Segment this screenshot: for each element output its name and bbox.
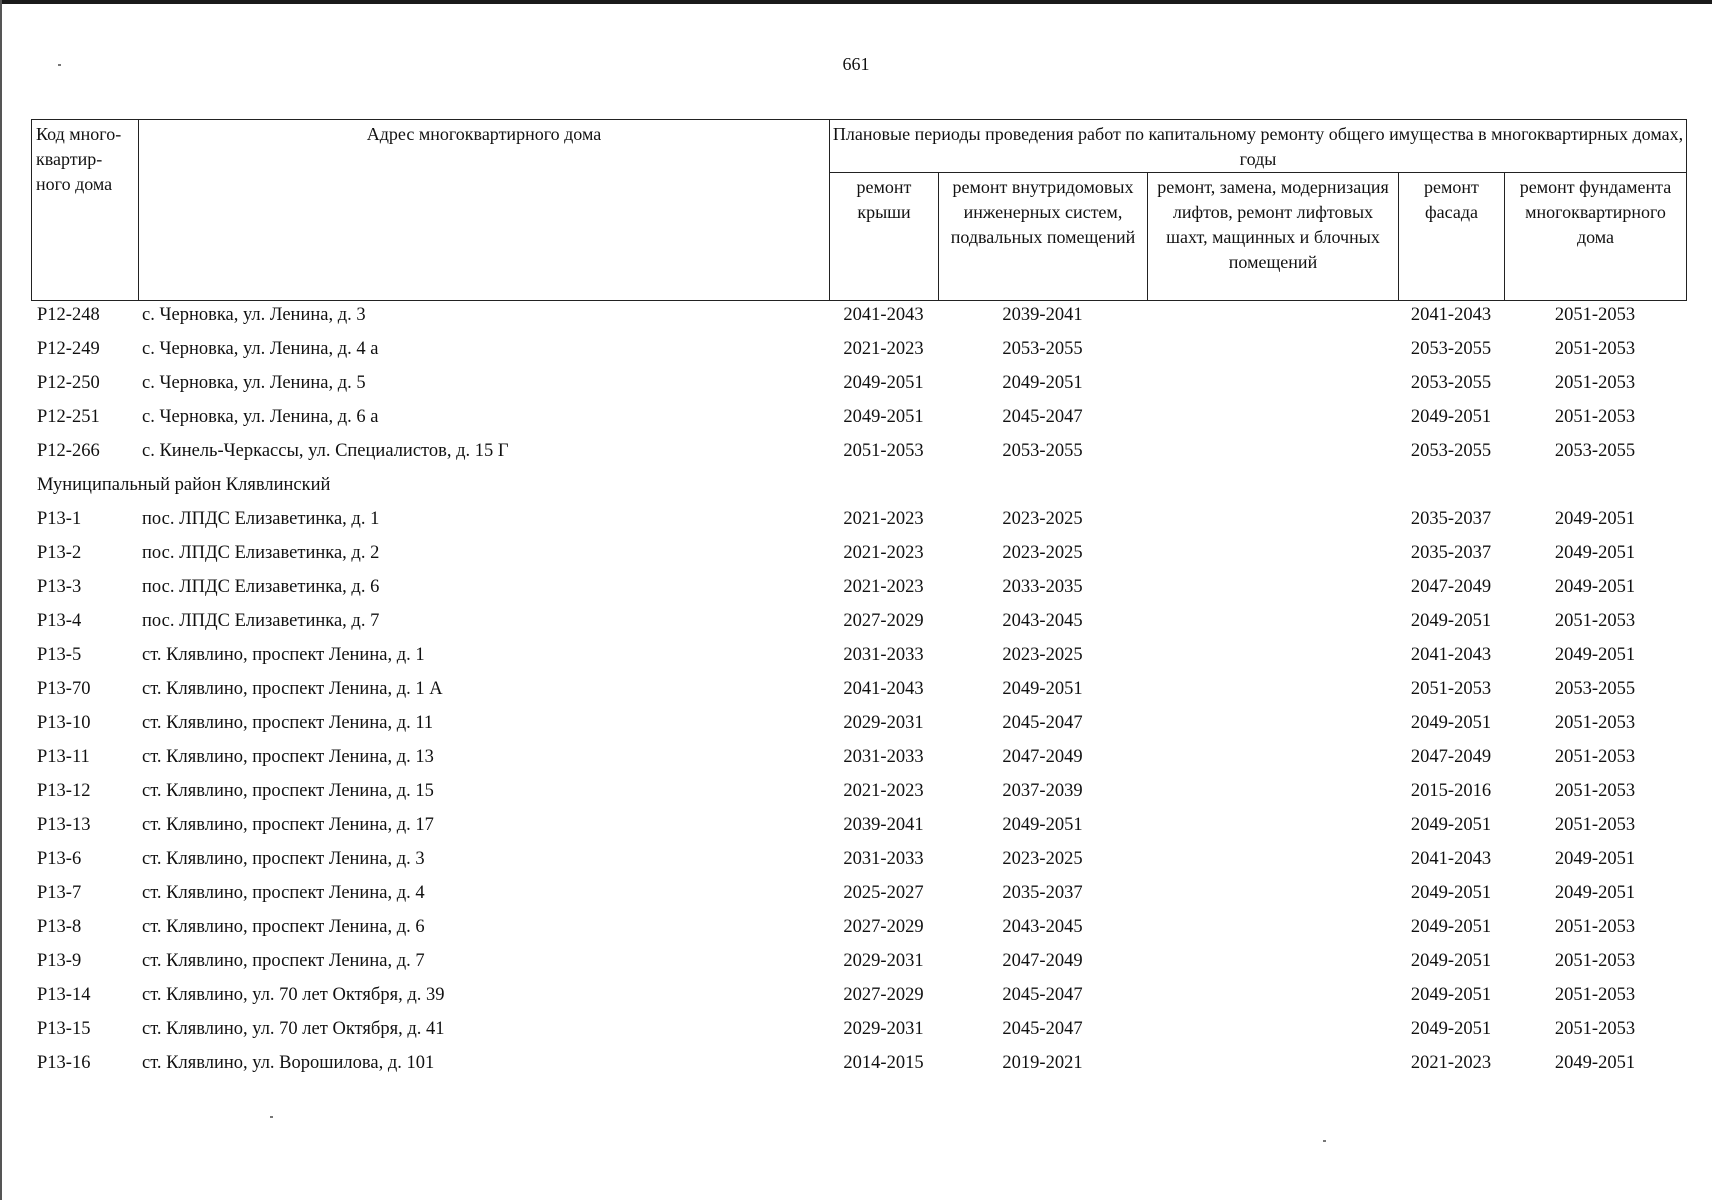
cell-foundation: 2051-2053 (1554, 951, 1636, 971)
cell-roof: 2027-2029 (843, 917, 924, 937)
cell-address: с. Черновка, ул. Ленина, д. 3 (142, 305, 366, 325)
table-row (31, 774, 1686, 808)
cell-roof: 2049-2051 (843, 407, 924, 427)
cell-roof: 2041-2043 (843, 305, 924, 325)
cell-address: ст. Клявлино, проспект Ленина, д. 3 (142, 849, 425, 869)
cell-roof: 2021-2023 (843, 781, 924, 801)
cell-code: Р12-250 (37, 373, 100, 393)
header-address: Адрес многоквартирного дома (139, 120, 830, 301)
header-elevators: ремонт, замена, модернизация лифтов, ремонт лифтовых шахт, мащинных и блочных помещений (1148, 173, 1399, 301)
cell-address: пос. ЛПДС Елизаветинка, д. 2 (142, 543, 380, 563)
header-periods: Плановые периоды проведения работ по капитальному ремонту общего имущества в многоквартирных домах, годы (830, 120, 1687, 173)
cell-systems: 2045-2047 (1002, 985, 1083, 1005)
cell-elevators (1147, 1046, 1398, 1080)
cell-facade: 2047-2049 (1410, 577, 1492, 597)
cell-facade: 2053-2055 (1410, 441, 1492, 461)
cell-code: Р13-9 (37, 951, 82, 971)
cell-address: с. Черновка, ул. Ленина, д. 6 а (142, 407, 379, 427)
table-row (31, 944, 1686, 978)
table-row (31, 434, 1686, 468)
cell-roof: 2039-2041 (843, 815, 924, 835)
cell-code: Р13-13 (37, 815, 91, 835)
scan-speck (1323, 1140, 1326, 1142)
cell-roof: 2025-2027 (843, 883, 924, 903)
cell-facade: 2015-2016 (1410, 781, 1492, 801)
cell-systems: 2053-2055 (1002, 339, 1083, 359)
table-row (31, 604, 1686, 638)
cell-roof: 2021-2023 (843, 543, 924, 563)
cell-foundation: 2049-2051 (1554, 543, 1636, 563)
cell-roof: 2031-2033 (843, 645, 924, 665)
cell-systems: 2035-2037 (1002, 883, 1083, 903)
cell-address: пос. ЛПДС Елизаветинка, д. 6 (142, 577, 380, 597)
cell-elevators (1147, 808, 1398, 842)
cell-code: Р13-1 (37, 509, 82, 529)
cell-facade: 2053-2055 (1410, 373, 1492, 393)
cell-address: ст. Клявлино, ул. 70 лет Октября, д. 39 (142, 985, 445, 1005)
scan-speck (58, 64, 61, 66)
cell-roof: 2029-2031 (843, 1019, 924, 1039)
cell-systems: 2053-2055 (1002, 441, 1083, 461)
cell-foundation: 2049-2051 (1554, 577, 1636, 597)
cell-address: ст. Клявлино, проспект Ленина, д. 15 (142, 781, 434, 801)
cell-roof: 2021-2023 (843, 339, 924, 359)
cell-address: ст. Клявлино, проспект Ленина, д. 13 (142, 747, 434, 767)
cell-facade: 2041-2043 (1410, 305, 1492, 325)
cell-elevators (1147, 910, 1398, 944)
cell-elevators (1147, 1012, 1398, 1046)
cell-elevators (1147, 332, 1398, 366)
cell-roof: 2051-2053 (843, 441, 924, 461)
cell-roof: 2041-2043 (843, 679, 924, 699)
cell-elevators (1147, 604, 1398, 638)
cell-foundation: 2049-2051 (1554, 883, 1636, 903)
cell-code: Р12-249 (37, 339, 100, 359)
cell-systems: 2045-2047 (1002, 713, 1083, 733)
header-foundation: ремонт фундамента многоквартирного дома (1505, 173, 1687, 301)
cell-roof: 2027-2029 (843, 611, 924, 631)
cell-elevators (1147, 978, 1398, 1012)
cell-elevators (1147, 298, 1398, 332)
table-row (31, 842, 1686, 876)
scan-speck (270, 1116, 273, 1118)
cell-systems: 2049-2051 (1002, 679, 1083, 699)
cell-address: с. Черновка, ул. Ленина, д. 4 а (142, 339, 379, 359)
header-facade: ремонт фасада (1399, 173, 1505, 301)
cell-elevators (1147, 740, 1398, 774)
cell-facade: 2021-2023 (1410, 1053, 1492, 1073)
cell-elevators (1147, 570, 1398, 604)
cell-roof: 2049-2051 (843, 373, 924, 393)
cell-address: ст. Клявлино, проспект Ленина, д. 1 (142, 645, 425, 665)
cell-code: Р13-10 (37, 713, 91, 733)
cell-systems: 2043-2045 (1002, 917, 1083, 937)
cell-foundation: 2051-2053 (1554, 747, 1636, 767)
cell-systems: 2049-2051 (1002, 815, 1083, 835)
table-row (31, 706, 1686, 740)
header-systems: ремонт внутридомовых инженерных систем, подвальных помещений (939, 173, 1148, 301)
cell-code: Р13-5 (37, 645, 82, 665)
cell-systems: 2023-2025 (1002, 645, 1083, 665)
cell-systems: 2047-2049 (1002, 747, 1083, 767)
cell-elevators (1147, 876, 1398, 910)
cell-code: Р13-6 (37, 849, 82, 869)
cell-code: Р13-4 (37, 611, 82, 631)
cell-address: пос. ЛПДС Елизаветинка, д. 7 (142, 611, 380, 631)
page-number: 661 (842, 54, 870, 74)
table-row (31, 672, 1686, 706)
table-row (31, 978, 1686, 1012)
table-row (31, 332, 1686, 366)
cell-address: ст. Клявлино, проспект Ленина, д. 1 А (142, 679, 443, 699)
cell-address: ст. Клявлино, проспект Ленина, д. 4 (142, 883, 425, 903)
cell-roof: 2014-2015 (843, 1053, 924, 1073)
table-row (31, 638, 1686, 672)
cell-address: ст. Клявлино, проспект Ленина, д. 6 (142, 917, 425, 937)
cell-foundation: 2051-2053 (1554, 305, 1636, 325)
cell-facade: 2049-2051 (1410, 713, 1492, 733)
cell-foundation: 2051-2053 (1554, 713, 1636, 733)
cell-code: Р13-8 (37, 917, 82, 937)
cell-elevators (1147, 536, 1398, 570)
cell-foundation: 2051-2053 (1554, 407, 1636, 427)
table-row (31, 298, 1686, 332)
cell-elevators (1147, 706, 1398, 740)
cell-systems: 2039-2041 (1002, 305, 1083, 325)
cell-facade: 2049-2051 (1410, 815, 1492, 835)
cell-systems: 2023-2025 (1002, 543, 1083, 563)
cell-elevators (1147, 842, 1398, 876)
cell-address: с. Кинель-Черкассы, ул. Специалистов, д. 15 Г (142, 441, 509, 461)
cell-roof: 2027-2029 (843, 985, 924, 1005)
table-row (31, 366, 1686, 400)
cell-code: Р12-266 (37, 441, 100, 461)
cell-facade: 2041-2043 (1410, 849, 1492, 869)
table-row (31, 1012, 1686, 1046)
cell-code: Р13-2 (37, 543, 82, 563)
cell-facade: 2049-2051 (1410, 883, 1492, 903)
cell-foundation: 2051-2053 (1554, 781, 1636, 801)
cell-facade: 2051-2053 (1410, 679, 1492, 699)
cell-systems: 2023-2025 (1002, 509, 1083, 529)
cell-facade: 2035-2037 (1410, 543, 1492, 563)
cell-foundation: 2051-2053 (1554, 339, 1636, 359)
cell-systems: 2033-2035 (1002, 577, 1083, 597)
header-code: Код много-квартир-ного дома (32, 120, 139, 301)
table-row (31, 808, 1686, 842)
table-row (31, 740, 1686, 774)
cell-facade: 2041-2043 (1410, 645, 1492, 665)
cell-address: ст. Клявлино, ул. Ворошилова, д. 101 (142, 1053, 435, 1073)
section-row (31, 468, 1686, 502)
cell-roof: 2029-2031 (843, 951, 924, 971)
cell-address: ст. Клявлино, проспект Ленина, д. 7 (142, 951, 425, 971)
table-body (31, 298, 1686, 1080)
header-roof: ремонт крыши (830, 173, 939, 301)
table-header (31, 119, 1687, 301)
cell-address: ст. Клявлино, ул. 70 лет Октября, д. 41 (142, 1019, 445, 1039)
cell-foundation: 2053-2055 (1554, 679, 1636, 699)
table-row (31, 536, 1686, 570)
cell-foundation: 2051-2053 (1554, 815, 1636, 835)
table-row (31, 400, 1686, 434)
cell-code: Р13-3 (37, 577, 82, 597)
cell-foundation: 2051-2053 (1554, 1019, 1636, 1039)
cell-foundation: 2049-2051 (1554, 509, 1636, 529)
cell-elevators (1147, 502, 1398, 536)
cell-address: ст. Клявлино, проспект Ленина, д. 11 (142, 713, 434, 733)
cell-systems: 2047-2049 (1002, 951, 1083, 971)
cell-elevators (1147, 944, 1398, 978)
cell-code: Р13-14 (37, 985, 91, 1005)
cell-foundation: 2049-2051 (1554, 645, 1636, 665)
cell-roof: 2031-2033 (843, 849, 924, 869)
cell-code: Р13-15 (37, 1019, 91, 1039)
cell-foundation: 2049-2051 (1554, 849, 1636, 869)
cell-code: Р13-16 (37, 1053, 91, 1073)
cell-systems: 2049-2051 (1002, 373, 1083, 393)
top-edge-rule (0, 0, 1712, 4)
left-edge-rule (0, 0, 2, 1200)
cell-foundation: 2051-2053 (1554, 611, 1636, 631)
cell-facade: 2049-2051 (1410, 917, 1492, 937)
cell-foundation: 2051-2053 (1554, 917, 1636, 937)
table-row (31, 1046, 1686, 1080)
cell-systems: 2043-2045 (1002, 611, 1083, 631)
cell-roof: 2031-2033 (843, 747, 924, 767)
cell-systems: 2023-2025 (1002, 849, 1083, 869)
cell-systems: 2037-2039 (1002, 781, 1083, 801)
cell-facade: 2049-2051 (1410, 951, 1492, 971)
cell-facade: 2049-2051 (1410, 611, 1492, 631)
cell-code: Р12-251 (37, 407, 100, 427)
cell-foundation: 2051-2053 (1554, 985, 1636, 1005)
cell-address: с. Черновка, ул. Ленина, д. 5 (142, 373, 366, 393)
table-row (31, 876, 1686, 910)
cell-facade: 2053-2055 (1410, 339, 1492, 359)
section-title: Муниципальный район Клявлинский (37, 475, 331, 495)
cell-facade: 2049-2051 (1410, 407, 1492, 427)
cell-facade: 2049-2051 (1410, 985, 1492, 1005)
cell-code: Р13-70 (37, 679, 91, 699)
cell-code: Р12-248 (37, 305, 100, 325)
table-rows (31, 298, 1686, 1080)
cell-roof: 2021-2023 (843, 509, 924, 529)
cell-facade: 2035-2037 (1410, 509, 1492, 529)
cell-elevators (1147, 774, 1398, 808)
cell-elevators (1147, 366, 1398, 400)
cell-facade: 2049-2051 (1410, 1019, 1492, 1039)
cell-address: ст. Клявлино, проспект Ленина, д. 17 (142, 815, 434, 835)
cell-foundation: 2051-2053 (1554, 373, 1636, 393)
cell-foundation: 2053-2055 (1554, 441, 1636, 461)
cell-code: Р13-7 (37, 883, 82, 903)
cell-code: Р13-12 (37, 781, 91, 801)
cell-facade: 2047-2049 (1410, 747, 1492, 767)
cell-elevators (1147, 400, 1398, 434)
cell-foundation: 2049-2051 (1554, 1053, 1636, 1073)
cell-address: пос. ЛПДС Елизаветинка, д. 1 (142, 509, 380, 529)
cell-elevators (1147, 672, 1398, 706)
cell-elevators (1147, 434, 1398, 468)
cell-systems: 2019-2021 (1002, 1053, 1083, 1073)
cell-systems: 2045-2047 (1002, 407, 1083, 427)
cell-systems: 2045-2047 (1002, 1019, 1083, 1039)
table-row (31, 910, 1686, 944)
cell-elevators (1147, 638, 1398, 672)
cell-code: Р13-11 (37, 747, 90, 767)
table-row (31, 570, 1686, 604)
table-row (31, 502, 1686, 536)
cell-roof: 2029-2031 (843, 713, 924, 733)
cell-roof: 2021-2023 (843, 577, 924, 597)
